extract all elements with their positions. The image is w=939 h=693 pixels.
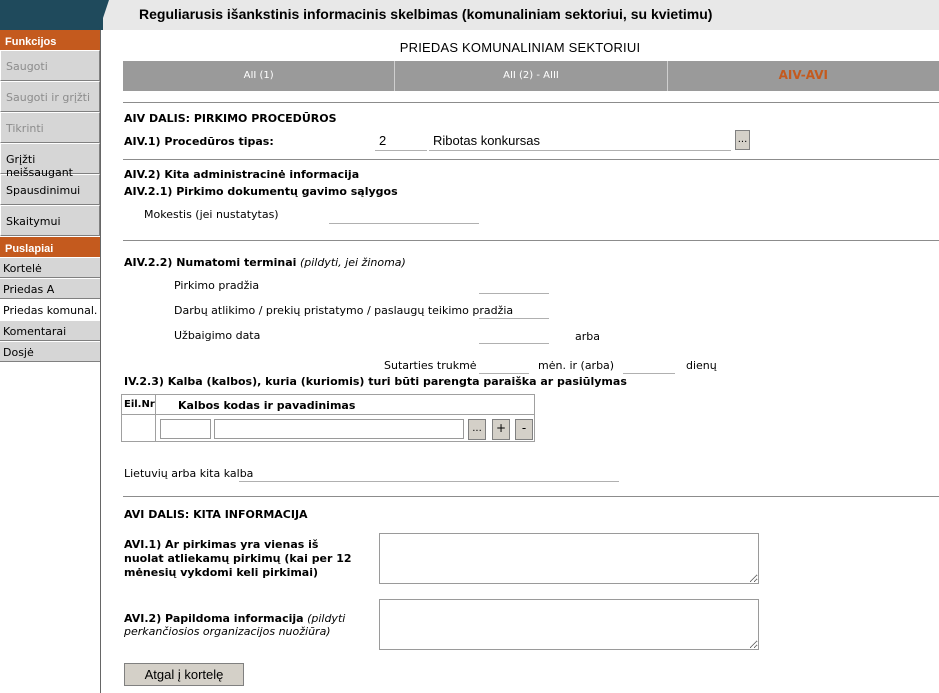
save-button[interactable]: Saugoti — [0, 50, 100, 81]
back-to-card-button[interactable]: Atgal į kortelę — [124, 663, 244, 686]
window-title: Reguliarusis išankstinis informacinis skelbimas (komunaliniam sektoriui, su kvietimu) — [139, 6, 713, 22]
title-bar — [0, 0, 939, 30]
divider — [123, 159, 939, 160]
recurring-purchase-textarea[interactable] — [379, 533, 759, 584]
procedure-type-label: AIV.1) Procedūros tipas: — [124, 135, 274, 148]
language-browse-button[interactable]: ... — [468, 419, 486, 440]
print-button[interactable]: Spausdinimui — [0, 174, 100, 205]
completion-date-label: Užbaigimo data — [174, 329, 261, 342]
row-number-cell — [122, 415, 156, 441]
months-label: mėn. ir (arba) — [538, 359, 615, 372]
language-table — [121, 394, 535, 442]
col-language-header: Kalbos kodas ir pavadinimas — [156, 395, 534, 415]
duration-days-input[interactable] — [623, 356, 675, 374]
docs-conditions-heading: AIV.2.1) Pirkimo dokumentų gavimo sąlygos — [124, 185, 398, 198]
page-link-annex-a[interactable]: Priedas A — [0, 278, 100, 299]
form-area — [101, 30, 939, 693]
deadlines-heading-row — [124, 256, 406, 269]
fee-input[interactable] — [329, 206, 479, 224]
purchase-start-label: Pirkimo pradžia — [174, 279, 260, 292]
remove-row-button[interactable]: - — [515, 419, 533, 440]
admin-info-heading: AIV.2) Kita administracinė informacija — [124, 168, 360, 181]
validate-button[interactable]: Tikrinti — [0, 112, 100, 143]
add-row-button[interactable]: + — [492, 419, 510, 440]
deadlines-heading: AIV.2.2) Numatomi terminai — [124, 256, 297, 269]
form-title: PRIEDAS KOMUNALINIAM SEKTORIUI — [399, 40, 641, 55]
tab-aii-1[interactable]: AII (1) — [123, 61, 395, 91]
completion-date-input[interactable] — [479, 326, 549, 344]
return-without-saving-button[interactable]: Grįžti neišsaugant — [0, 143, 100, 174]
procedure-browse-button[interactable]: ... — [735, 130, 750, 150]
pages-header: Puslapiai — [0, 237, 100, 257]
divider — [123, 240, 939, 241]
or-label: arba — [575, 330, 600, 343]
tab-bar — [123, 61, 939, 91]
procedure-name-input[interactable] — [429, 131, 731, 151]
page-link-dossier[interactable]: Dosjė — [0, 341, 100, 362]
title-bar-wedge — [99, 0, 109, 30]
additional-info-note: (pildyti perkančiosios organizacijos nuožiūra) — [124, 612, 346, 638]
divider — [123, 102, 939, 103]
additional-info-textarea[interactable] — [379, 599, 759, 650]
procedure-code-input[interactable] — [375, 131, 427, 151]
page-link-comments[interactable]: Komentarai — [0, 320, 100, 341]
page-link-card[interactable]: Kortelė — [0, 257, 100, 278]
save-and-return-button[interactable]: Saugoti ir grįžti — [0, 81, 100, 112]
contract-duration-label: Sutarties trukmė — [384, 359, 477, 372]
deadlines-note: (pildyti, jei žinoma) — [299, 256, 406, 269]
col-number-header: Eil.Nr — [122, 395, 156, 415]
read-only-button[interactable]: Skaitymui — [0, 205, 100, 236]
section-avi-heading: AVI DALIS: KITA INFORMACIJA — [124, 508, 308, 521]
page-link-utilities-annex[interactable]: Priedas komunal. — [0, 299, 100, 320]
duration-months-input[interactable] — [479, 356, 529, 374]
functions-header: Funkcijos — [0, 30, 100, 50]
section-aiv-heading: AIV DALIS: PIRKIMO PROCEDŪROS — [124, 112, 337, 125]
work-start-label: Darbų atlikimo / prekių pristatymo / paslaugų teikimo pradžia — [174, 304, 514, 317]
purchase-start-input[interactable] — [479, 276, 549, 294]
additional-info-label-block — [124, 612, 354, 638]
lt-or-other-input[interactable] — [239, 464, 619, 482]
language-heading: IV.2.3) Kalba (kalbos), kuria (kuriomis) turi būti parengta paraiška ar pasiūlymas — [124, 375, 627, 388]
lt-or-other-label: Lietuvių arba kita kalba — [124, 467, 254, 480]
divider — [123, 496, 939, 497]
title-bar-accent — [0, 0, 103, 30]
sidebar — [0, 30, 101, 693]
additional-info-label: AVI.2) Papildoma informacija — [124, 612, 304, 625]
language-name-input[interactable] — [214, 419, 464, 439]
fee-label: Mokestis (jei nustatytas) — [144, 208, 279, 221]
language-code-input[interactable] — [160, 419, 211, 439]
tab-aii-2-aiii[interactable]: AII (2) - AIII — [395, 61, 667, 91]
days-label: dienų — [686, 359, 717, 372]
recurring-purchase-label: AVI.1) Ar pirkimas yra vienas iš nuolat atliekamų pirkimų (kai per 12 mėnesių vykdomi keli pirkimai) — [124, 538, 352, 579]
tab-aiv-avi[interactable]: AIV-AVI — [668, 61, 939, 91]
work-start-input[interactable] — [479, 301, 549, 319]
